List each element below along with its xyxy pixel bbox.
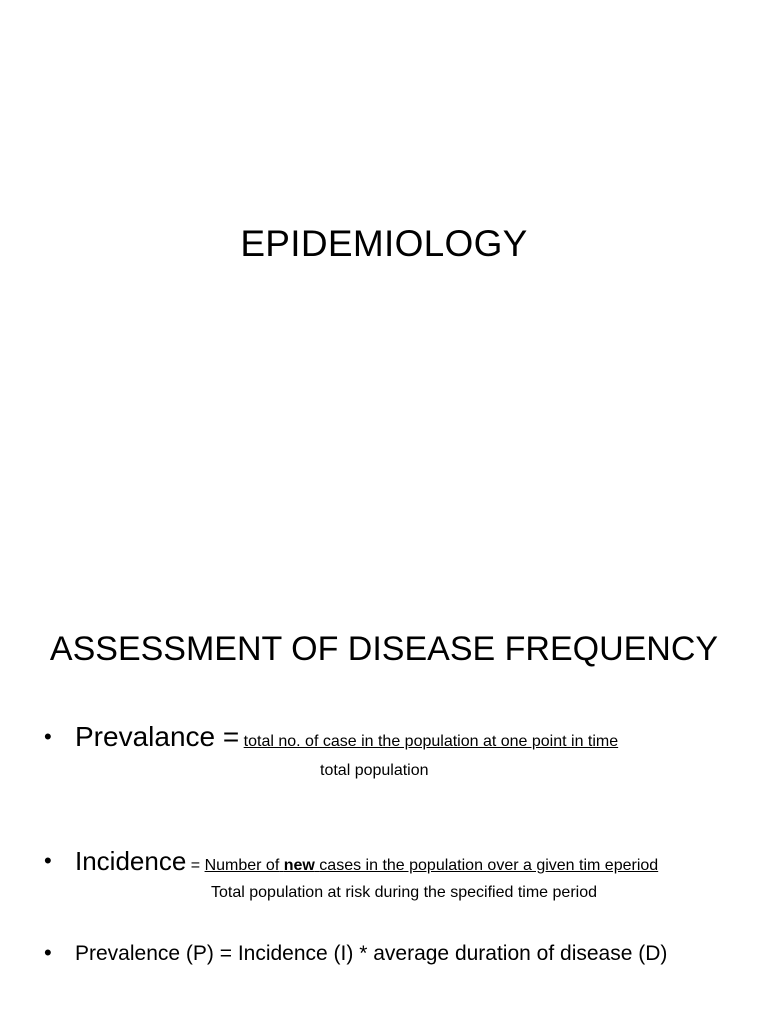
slide-assessment [0,560,768,1024]
bullet-icon: • [44,940,52,965]
incidence-equals: = [190,857,201,874]
slide-title: EPIDEMIOLOGY [240,223,528,264]
incidence-numerator-bold: new [283,857,315,874]
bullet-icon: • [44,724,52,749]
prevalance-numerator: total no. of case in the population at one point in time [243,733,619,750]
bullet-icon: • [44,848,52,873]
incidence-numerator-post: cases in the population over a given tim eperiod [319,857,659,874]
incidence-definition [75,846,658,877]
prevalance-definition [75,721,618,753]
incidence-term: Incidence [75,846,187,876]
incidence-numerator-pre: Number of [204,857,280,874]
prevalence-formula: Prevalence (P) = Incidence (I) * average duration of disease (D) [75,942,668,965]
prevalance-term: Prevalance = [75,721,240,752]
incidence-numerator [205,857,659,874]
incidence-denominator: Total population at risk during the specified time period [211,884,597,901]
slide-title: ASSESSMENT OF DISEASE FREQUENCY [49,630,719,668]
prevalance-denominator: total population [320,762,429,779]
